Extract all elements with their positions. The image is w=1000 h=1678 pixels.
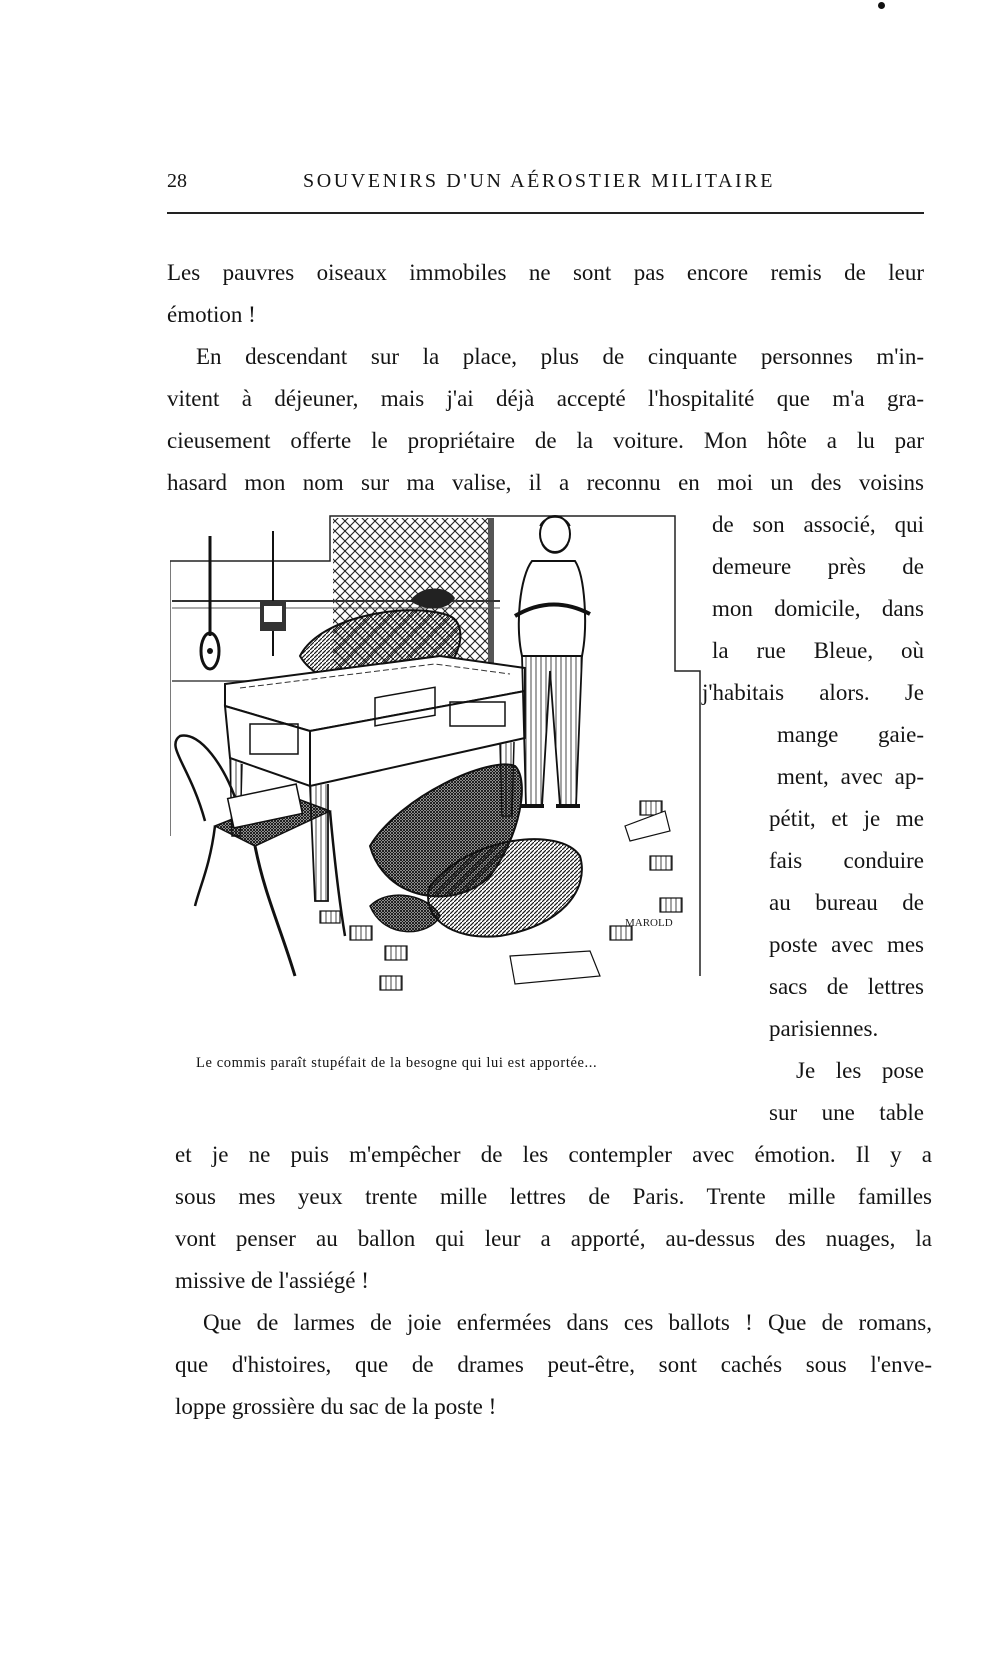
- text-line: sous mes yeux trente mille lettres de Paris. Trente mille familles: [175, 1184, 932, 1209]
- page-number: 28: [167, 170, 187, 192]
- artist-signature: MAROLD: [625, 917, 673, 929]
- text-line: mon domicile, dans: [712, 596, 924, 621]
- running-title: SOUVENIRS D'UN AÉROSTIER MILITAIRE: [303, 170, 776, 192]
- text-line: j'habitais alors. Je: [702, 680, 924, 705]
- illustration-caption: Le commis paraît stupéfait de la besogne qui lui est apportée...: [196, 1055, 598, 1071]
- text-line: Que de larmes de joie enfermées dans ces ballots ! Que de romans,: [203, 1310, 932, 1335]
- text-line: vont penser au ballon qui leur a apporté, au-dessus des nuages, la: [175, 1226, 932, 1251]
- running-header: [167, 170, 924, 200]
- text-line: émotion !: [167, 302, 256, 327]
- text-line: hasard mon nom sur ma valise, il a reconnu en moi un des voisins: [167, 470, 924, 495]
- clerk-figure: [515, 516, 590, 806]
- header-rule: [167, 212, 924, 214]
- text-line: poste avec mes: [769, 932, 924, 957]
- text-line: En descendant sur la place, plus de cinquante personnes m'in-: [196, 344, 924, 369]
- text-line: et je ne puis m'empêcher de les contempler avec émotion. Il y a: [175, 1142, 932, 1167]
- text-line: pétit, et je me: [769, 806, 924, 831]
- engraving-illustration: [170, 506, 735, 1032]
- ink-dot: [878, 2, 885, 9]
- text-line: que d'histoires, que de drames peut-être, sont cachés sous l'enve-: [175, 1352, 932, 1377]
- text-line: cieusement offerte le propriétaire de la voiture. Mon hôte a lu par: [167, 428, 924, 453]
- text-line: sacs de lettres: [769, 974, 924, 999]
- text-line: de son associé, qui: [712, 512, 924, 537]
- text-line: ment, avec ap-: [777, 764, 924, 789]
- text-line: au bureau de: [769, 890, 924, 915]
- text-line: demeure près de: [712, 554, 924, 579]
- text-line: missive de l'assiégé !: [175, 1268, 369, 1293]
- text-line: loppe grossière du sac de la poste !: [175, 1394, 497, 1419]
- text-line: vitent à déjeuner, mais j'ai déjà accepté l'hospitalité que m'a gra-: [167, 386, 924, 411]
- text-line: mange gaie-: [777, 722, 924, 747]
- text-line: la rue Bleue, où: [712, 638, 924, 663]
- text-line: Les pauvres oiseaux immobiles ne sont pas encore remis de leur: [167, 260, 924, 285]
- text-line: fais conduire: [769, 848, 924, 873]
- text-line: sur une table: [769, 1100, 924, 1125]
- text-line: parisiennes.: [769, 1016, 879, 1041]
- text-line: Je les pose: [796, 1058, 924, 1083]
